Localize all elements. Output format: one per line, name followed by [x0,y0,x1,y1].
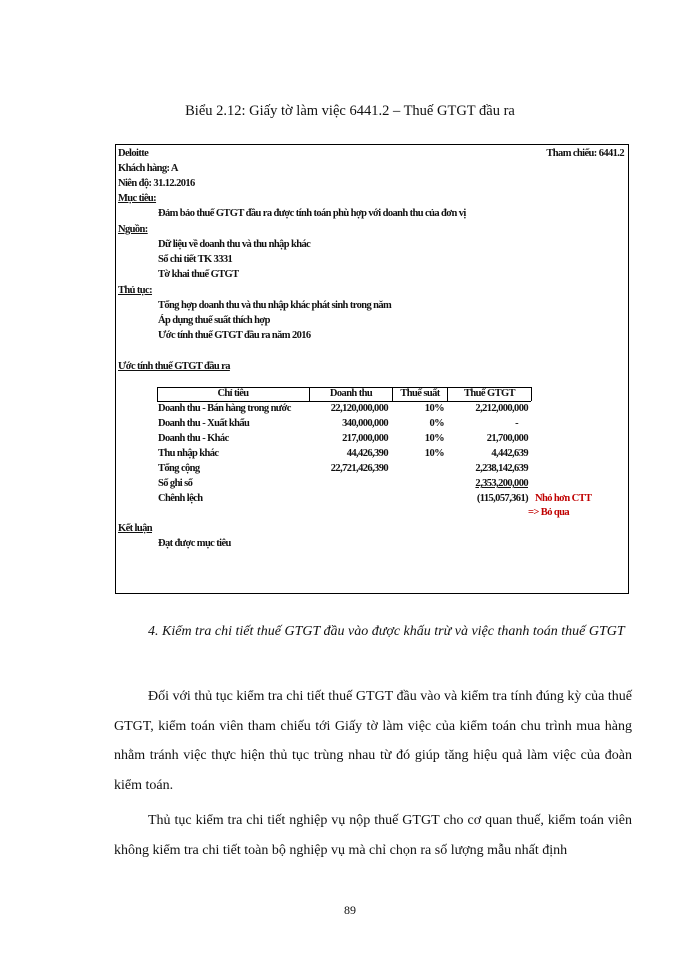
diff-note-ignore: => Bỏ qua [528,507,569,518]
table-row-item: Doanh thu - Bán hàng trong nước [158,403,291,414]
source-heading: Nguồn: [118,224,148,235]
table-row-rate: 10% [424,403,444,414]
section-heading: 4. Kiểm tra chi tiết thuế GTGT đầu vào được khấu trừ và việc thanh toán thuế GTGT [148,624,625,639]
table-row-vat: - [515,418,518,429]
firm-name: Deloitte [118,148,149,159]
procedure-heading: Thủ tục: [118,285,153,296]
table-header-vat: Thuế GTGT [464,388,515,399]
workpaper-box [115,144,629,594]
table-row-vat: 2,212,000,000 [475,403,528,414]
table-header-item: Chỉ tiêu [217,388,249,399]
table-col-divider [531,387,532,401]
reference-code: Tham chiếu: 6441.2 [546,148,624,159]
table-header-revenue: Doanh thu [329,388,373,399]
book-value: 2,353,200,000 [475,478,528,489]
total-revenue: 22,721,426,390 [330,463,388,474]
period: Niên độ: 31.12.2016 [118,178,195,189]
total-vat: 2,238,142,639 [475,463,528,474]
figure-caption: Biểu 2.12: Giấy tờ làm việc 6441.2 – Thuế GTGT đầu ra [185,103,515,119]
diff-label: Chênh lệch [158,493,203,504]
diff-note: Nhỏ hơn CTT [535,493,592,504]
table-row-revenue: 44,426,390 [346,448,388,459]
table-row-revenue: 340,000,000 [342,418,388,429]
page-number: 89 [344,903,356,917]
total-label: Tổng cộng [158,463,200,474]
table-row-vat: 4,442,639 [491,448,528,459]
table-row-revenue: 217,000,000 [342,433,388,444]
conclusion-heading: Kết luận [118,523,152,534]
source-item: Sổ chi tiết TK 3331 [158,254,233,265]
procedure-item: Áp dụng thuế suất thích hợp [158,315,270,326]
table-row-revenue: 22,120,000,000 [330,403,388,414]
objective-heading: Mục tiêu: [118,193,157,204]
table-row-vat: 21,700,000 [486,433,528,444]
objective-text: Đảm bảo thuế GTGT đầu ra được tính toán phù hợp với doanh thu của đơn vị [158,208,466,219]
source-item: Tờ khai thuế GTGT [158,269,239,280]
table-row-rate: 10% [424,433,444,444]
table-row-rate: 10% [424,448,444,459]
book-label: Số ghi sổ [158,478,193,489]
table-row-item: Doanh thu - Khác [158,433,229,444]
diff-value: (115,057,361) [476,493,528,504]
table-header-rate: Thuế suất [400,388,440,399]
table-row-rate: 0% [429,418,444,429]
estimate-heading: Ước tính thuế GTGT đầu ra [118,361,230,372]
body-paragraph: Đối với thủ tục kiểm tra chi tiết thuế GTGT đầu vào và kiểm tra tính đúng kỳ của thuế GTGT, kiểm toán viên tham chiếu tới Giấy tờ làm việc của kiểm toán chu trình mua hàng nhằm tránh việc thực hiện thủ tục trùng nhau từ đó giúp tăng hiệu quả làm việc của đoàn kiểm toán. [114,689,632,793]
client-name: Khách hàng: A [118,163,178,174]
body-paragraph: Thủ tục kiểm tra chi tiết nghiệp vụ nộp thuế GTGT cho cơ quan thuế, kiểm toán viên không kiểm tra chi tiết toàn bộ nghiệp vụ mà chỉ chọn ra số lượng mẫu nhất định [114,813,632,858]
procedure-item: Tổng hợp doanh thu và thu nhập khác phát sinh trong năm [158,300,392,311]
procedure-item: Ước tính thuế GTGT đầu ra năm 2016 [158,330,311,341]
conclusion-text: Đạt được mục tiêu [158,538,231,549]
source-item: Dữ liệu về doanh thu và thu nhập khác [158,239,311,250]
table-row-item: Doanh thu - Xuất khẩu [158,418,250,429]
table-row-item: Thu nhập khác [158,448,219,459]
